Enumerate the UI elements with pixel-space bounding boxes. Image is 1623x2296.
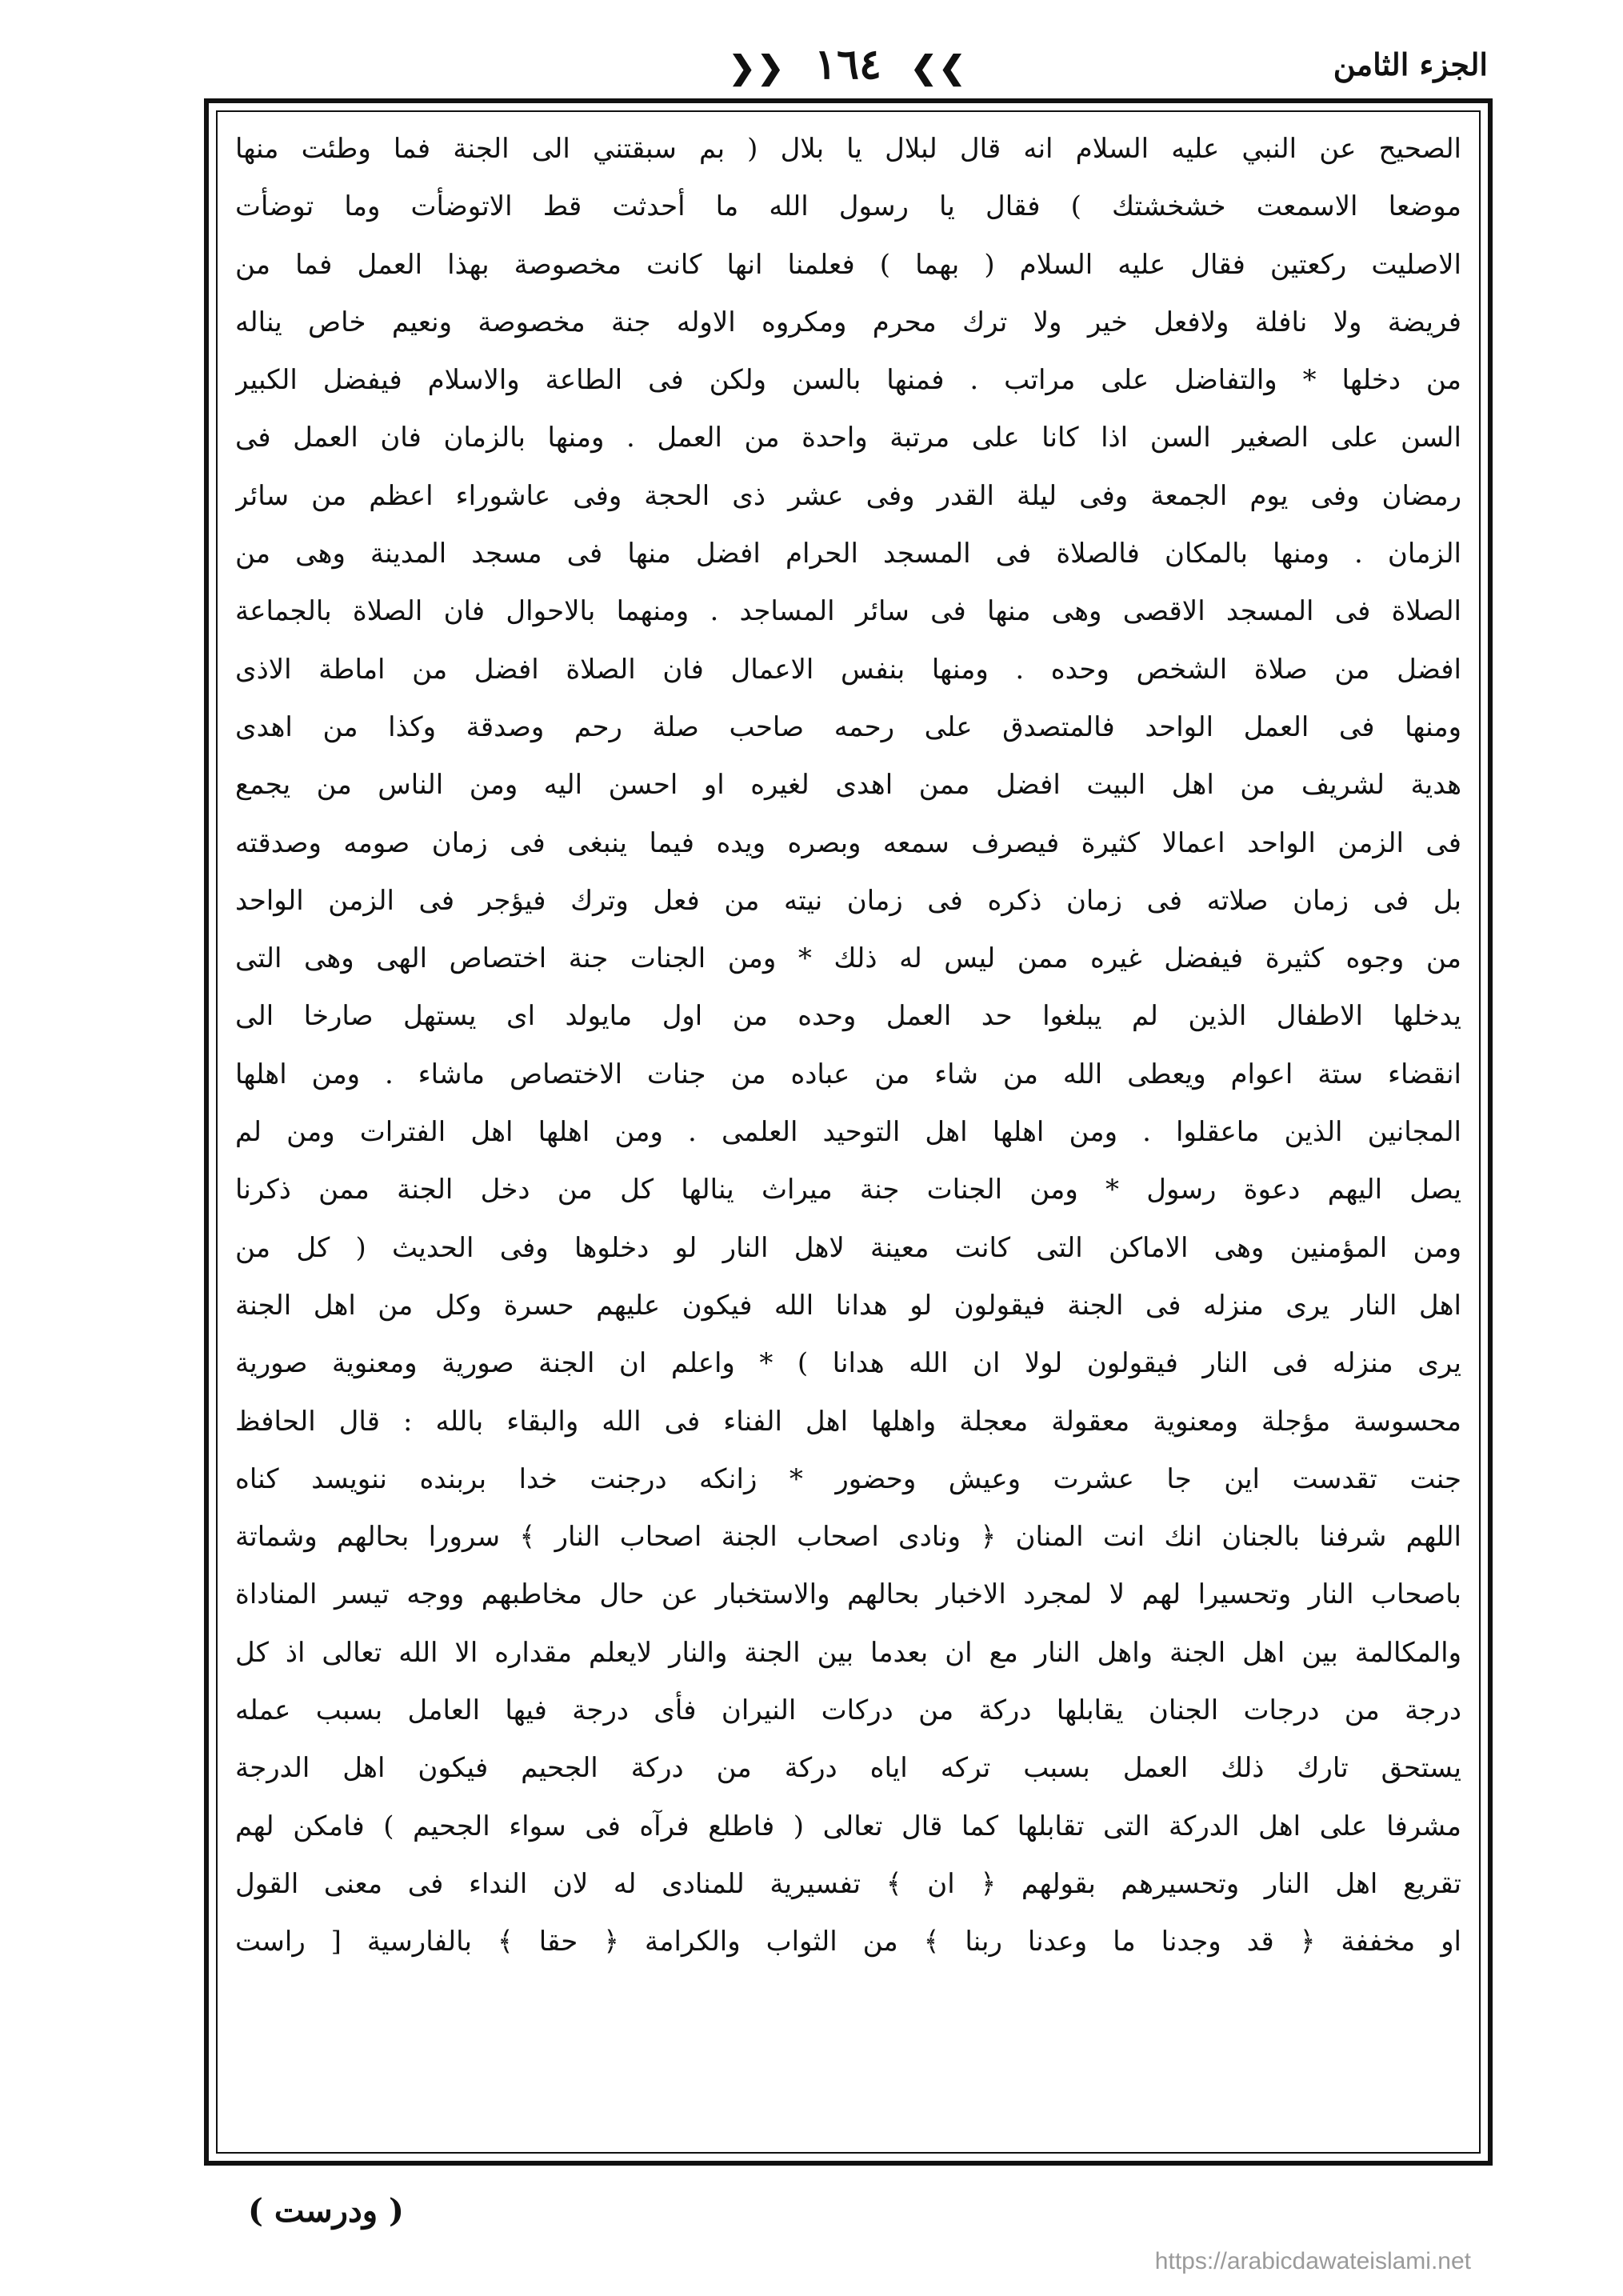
text-line: بل فى زمان صلاته فى زمان ذكره فى زمان نيته من فعل وترك فيؤجر فى الزمن الواحد — [235, 884, 1461, 917]
text-line: او مخففة ﴿ قد وجدنا ما وعدنا ربنا ﴾ من الثواب والكرامة ﴿ حقا ﴾ بالفارسية [ راست — [235, 1926, 1461, 1958]
text-line: مشرفا على اهل الدركة التى تقابلها كما قال تعالى ( فاطلع فرآه فى سواء الجحيم ) فامكن لهم — [235, 1810, 1461, 1842]
text-line: السن على الصغير السن اذا كانا على مرتبة واحدة من العمل . ومنها بالزمان فان العمل فى — [235, 422, 1461, 454]
page-number-value: ١٦٤ — [814, 40, 881, 89]
text-line: والمكالمة بين اهل الجنة واهل النار مع ان بعدما بين الجنة والنار لايعلم مقداره الا الله تعالى اذ كل — [235, 1636, 1461, 1669]
watermark-url: https://arabicdawateislami.net — [1154, 2248, 1471, 2274]
text-line: انقضاء ستة اعوام ويعطى الله من شاء من عباده من جنات الاختصاص ماشاء . ومن اهلها — [235, 1058, 1461, 1090]
page-number — [208, 40, 1488, 89]
text-line: محسوسة مؤجلة ومعنوية معقولة معجلة واهلها اهل الفناء فى الله والبقاء بالله : قال الحافظ — [235, 1405, 1461, 1438]
ornament-left-icon: ❯❯ — [910, 49, 968, 86]
text-line: الزمان . ومنها بالمكان فالصلاة فى المسجد الحرام افضل منها فى مسجد المدينة وهى من — [235, 538, 1461, 570]
text-line: يدخلها الاطفال الذين لم يبلغوا حد العمل وحده من اول مايولد اى يستهل صارخا الى — [235, 1000, 1461, 1033]
text-line: هدية لشريف من اهل البيت افضل ممن اهدى لغيره او احسن اليه ومن الناس من يجمع — [235, 769, 1461, 802]
juz-label: الجزء الثامن — [1333, 46, 1488, 82]
text-line: ومن المؤمنين وهى الاماكن التى كانت معينة لاهل النار لو دخلوها وفى الحديث ( كل من — [235, 1231, 1461, 1264]
text-line: من دخلها * والتفاضل على مراتب . فمنها بالسن ولكن فى الطاعة والاسلام فيفضل الكبير — [235, 364, 1461, 397]
text-line: باصحاب النار وتحسيرا لهم لا لمجرد الاخبار بحالهم والاستخبار عن حال مخاطبهم ووجه تيسر المناداة — [235, 1578, 1461, 1611]
catchword: ( ودرست ) — [248, 2192, 404, 2230]
text-line: موضعا الاسمعت خشخشتك ) فقال يا رسول الله ما أحدثت قط الاتوضأت وما توضأت — [235, 190, 1461, 223]
body-text — [224, 120, 1473, 2144]
text-line: يستحق تارك ذلك العمل بسبب تركه اياه دركة من دركة الجحيم فيكون اهل الدرجة — [235, 1752, 1461, 1785]
text-line: يصل اليهم دعوة رسول * ومن الجنات جنة ميراث ينالها كل من دخل الجنة ممن ذكرنا — [235, 1174, 1461, 1206]
text-line: تقريع اهل النار وتحسيرهم بقولهم ﴿ ان ﴾ تفسيرية للمنادى له لان النداء فى معنى القول — [235, 1867, 1461, 1900]
text-line: الاصليت ركعتين فقال عليه السلام ( بهما ) فعلمنا انها كانت مخصوصة بهذا العمل فما من — [235, 248, 1461, 281]
text-line: يرى منزله فى النار فيقولون لولا ان الله هدانا ) * واعلم ان الجنة صورية ومعنوية صورية — [235, 1347, 1461, 1380]
text-line: الصلاة فى المسجد الاقصى وهى منها فى سائر المساجد . ومنهما بالاحوال فان الصلاة بالجماعة — [235, 595, 1461, 628]
page-header — [208, 40, 1488, 104]
text-line: من وجوه كثيرة فيفضل غيره ممن ليس له ذلك * ومن الجنات جنة اختصاص الهى وهى التى — [235, 942, 1461, 975]
text-line: اهل النار يرى منزله فى الجنة فيقولون لو هدانا الله فيكون عليهم حسرة وكل من اهل الجنة — [235, 1289, 1461, 1322]
text-line: جنت تقدست اين جا عشرت وعيش وحضور * زانكه درجنت خدا بربنده ننويسد كناه — [235, 1462, 1461, 1495]
text-line: ومنها فى العمل الواحد فالمتصدق على رحمه صاحب صلة رحم وصدقة وكذا من اهدى — [235, 710, 1461, 743]
text-line: درجة من درجات الجنان يقابلها دركة من دركات النيران فأى درجة فيها العامل بسبب عمله — [235, 1694, 1461, 1727]
text-line: الصحيح عن النبي عليه السلام انه قال لبلال يا بلال ( بم سبقتني الى الجنة فما وطئت منها — [235, 133, 1461, 165]
text-line: المجانين الذين ماعقلوا . ومن اهلها اهل التوحيد العلمى . ومن اهلها اهل الفترات ومن لم — [235, 1116, 1461, 1149]
text-line: فى الزمن الواحد اعمالا كثيرة فيصرف سمعه وبصره ويده فيما ينبغى فى زمان صومه وصدقته — [235, 826, 1461, 859]
text-line: رمضان وفى يوم الجمعة وفى ليلة القدر وفى عشر ذى الحجة وفى عاشوراء اعظم من سائر — [235, 479, 1461, 512]
ornament-right-icon: ❮❮ — [728, 49, 786, 86]
text-line: افضل من صلاة الشخص وحده . ومنها بنفس الاعمال فان الصلاة افضل من اماطة الاذى — [235, 653, 1461, 686]
text-line: فريضة ولا نافلة ولافعل خير ولا ترك محرم ومكروه الاوله جنة مخصوصة ونعيم خاص يناله — [235, 306, 1461, 338]
text-line: اللهم شرفنا بالجنان انك انت المنان ﴿ ونادى اصحاب الجنة اصحاب النار ﴾ سرورا بحالهم وشماتة — [235, 1521, 1461, 1554]
